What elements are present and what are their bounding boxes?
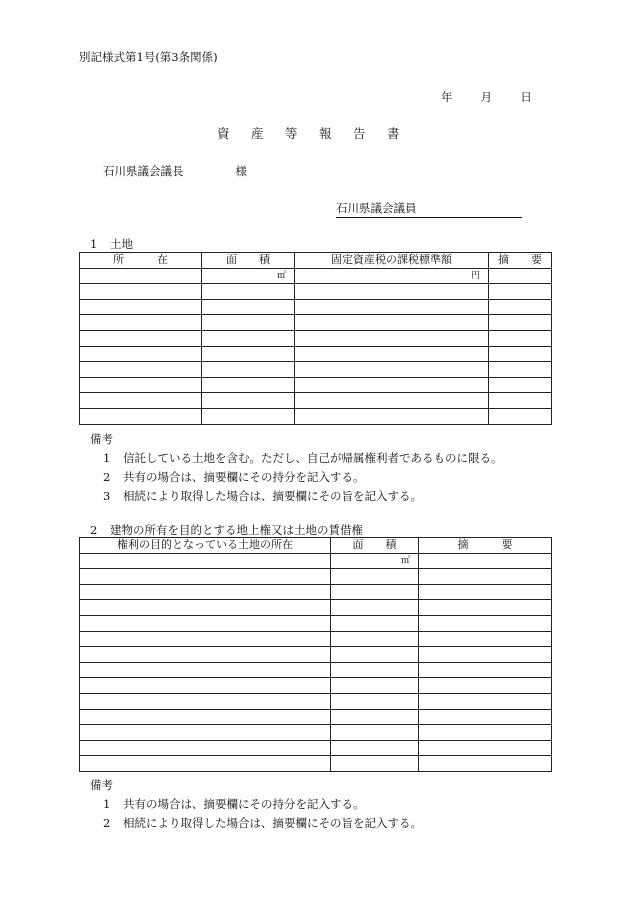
- blank-cell[interactable]: [489, 362, 552, 378]
- blank-cell[interactable]: [489, 346, 552, 362]
- blank-cell[interactable]: [202, 315, 295, 331]
- blank-cell[interactable]: [202, 330, 295, 346]
- table-row: [80, 408, 552, 424]
- table-row: [80, 647, 552, 663]
- section2-notes-heading: 備考: [90, 778, 113, 792]
- blank-cell[interactable]: [80, 408, 202, 424]
- blank-cell[interactable]: [419, 725, 552, 741]
- form-reference: 別記様式第1号(第3条関係): [79, 50, 218, 64]
- section1-notes-heading: 備考: [90, 432, 113, 446]
- blank-cell[interactable]: [80, 569, 331, 585]
- table-header-row: [80, 538, 552, 554]
- table-row: [80, 740, 552, 756]
- document-title: [217, 124, 421, 142]
- blank-cell[interactable]: [80, 377, 202, 393]
- table-row: [80, 756, 552, 772]
- blank-cell[interactable]: [295, 284, 489, 300]
- blank-cell[interactable]: [202, 284, 295, 300]
- blank-cell[interactable]: [419, 584, 552, 600]
- blank-cell[interactable]: [419, 631, 552, 647]
- table-row: [80, 600, 552, 616]
- blank-cell[interactable]: [419, 569, 552, 585]
- blank-cell[interactable]: [489, 330, 552, 346]
- blank-cell[interactable]: [295, 362, 489, 378]
- title-char: 産: [251, 126, 264, 141]
- section1-title-text: 土地: [110, 237, 133, 251]
- blank-cell[interactable]: [489, 393, 552, 409]
- table-row: [80, 284, 552, 300]
- blank-cell[interactable]: [80, 615, 331, 631]
- area-unit[interactable]: ㎡: [202, 268, 295, 284]
- blank-cell[interactable]: [331, 725, 419, 741]
- reporter-signature-line[interactable]: [336, 200, 522, 218]
- title-char: 告: [353, 126, 366, 141]
- section2-note: 1 共有の場合は、摘要欄にその持分を記入する。: [103, 797, 365, 811]
- blank-cell[interactable]: [80, 330, 202, 346]
- blank-cell[interactable]: [80, 662, 331, 678]
- section1-note: 3 相続により取得した場合は、摘要欄にその旨を記入する。: [103, 489, 422, 503]
- section1-note: 2 共有の場合は、摘要欄にその持分を記入する。: [103, 470, 365, 484]
- blank-cell[interactable]: [80, 393, 202, 409]
- amount-unit[interactable]: 円: [295, 268, 489, 284]
- table-row: [80, 346, 552, 362]
- blank-cell[interactable]: [419, 662, 552, 678]
- blank-cell[interactable]: [331, 600, 419, 616]
- blank-cell[interactable]: [80, 725, 331, 741]
- blank-cell[interactable]: [331, 615, 419, 631]
- blank-cell[interactable]: [295, 408, 489, 424]
- table-row: [80, 662, 552, 678]
- date-day: 日: [520, 90, 532, 104]
- blank-cell[interactable]: [419, 647, 552, 663]
- title-char: 等: [285, 126, 298, 141]
- section2-note: 2 相続により取得した場合は、摘要欄にその旨を記入する。: [103, 816, 422, 830]
- table-row: [80, 584, 552, 600]
- blank-cell[interactable]: [202, 362, 295, 378]
- blank-cell[interactable]: [419, 615, 552, 631]
- blank-cell[interactable]: [419, 600, 552, 616]
- blank-cell[interactable]: [80, 584, 331, 600]
- header-remarks: 摘 要: [419, 538, 552, 554]
- blank-cell[interactable]: [419, 740, 552, 756]
- addressee-honorific: 様: [235, 164, 247, 178]
- table-row: [80, 362, 552, 378]
- section1-note: 1 信託している土地を含む。ただし、自己が帰属権利者であるものに限る。: [103, 451, 503, 465]
- table-row: [80, 299, 552, 315]
- title-char: 資: [217, 126, 230, 141]
- blank-cell[interactable]: [80, 600, 331, 616]
- blank-cell[interactable]: [202, 393, 295, 409]
- blank-cell[interactable]: [419, 756, 552, 772]
- blank-cell[interactable]: [80, 756, 331, 772]
- table-row: [80, 330, 552, 346]
- land-location-cell[interactable]: [80, 553, 331, 569]
- blank-cell[interactable]: [419, 693, 552, 709]
- date-year: 年: [441, 90, 453, 104]
- table-row: [80, 315, 552, 331]
- table-header-row: [80, 253, 552, 269]
- blank-cell[interactable]: [331, 631, 419, 647]
- remarks-cell[interactable]: [419, 553, 552, 569]
- blank-cell[interactable]: [331, 740, 419, 756]
- table-row: [80, 725, 552, 741]
- leasehold-table: [79, 537, 552, 772]
- blank-cell[interactable]: [489, 377, 552, 393]
- blank-cell[interactable]: [202, 346, 295, 362]
- blank-cell[interactable]: [331, 693, 419, 709]
- blank-cell[interactable]: [295, 330, 489, 346]
- blank-cell[interactable]: [80, 362, 202, 378]
- blank-cell[interactable]: [80, 631, 331, 647]
- blank-cell[interactable]: [295, 393, 489, 409]
- addressee-name: 石川県議会議長: [103, 164, 184, 178]
- blank-cell[interactable]: [80, 709, 331, 725]
- blank-cell[interactable]: [489, 315, 552, 331]
- blank-cell[interactable]: [80, 740, 331, 756]
- header-location: 所 在: [80, 253, 202, 269]
- blank-cell[interactable]: [80, 647, 331, 663]
- blank-cell[interactable]: [489, 284, 552, 300]
- section1-title: [90, 236, 133, 252]
- area-unit[interactable]: ㎡: [331, 553, 419, 569]
- blank-cell[interactable]: [331, 584, 419, 600]
- blank-cell[interactable]: [331, 756, 419, 772]
- blank-cell[interactable]: [489, 408, 552, 424]
- blank-cell[interactable]: [331, 569, 419, 585]
- addressee: [103, 163, 247, 179]
- table-row: [80, 709, 552, 725]
- date-line: [441, 89, 532, 105]
- section1-number: 1: [90, 237, 98, 251]
- blank-cell[interactable]: [202, 299, 295, 315]
- blank-cell[interactable]: [331, 647, 419, 663]
- header-land-location: 権利の目的となっている土地の所在: [80, 538, 331, 554]
- blank-cell[interactable]: [80, 678, 331, 694]
- table-row: [80, 268, 552, 284]
- blank-cell[interactable]: [331, 678, 419, 694]
- blank-cell[interactable]: [80, 693, 331, 709]
- table-row: [80, 553, 552, 569]
- blank-cell[interactable]: [331, 709, 419, 725]
- location-cell[interactable]: [80, 268, 202, 284]
- title-char: 書: [387, 126, 400, 141]
- blank-cell[interactable]: [331, 662, 419, 678]
- land-table: [79, 252, 552, 425]
- blank-cell[interactable]: [80, 315, 202, 331]
- section2-title-text: 建物の所有を目的とする地上権又は土地の賃借権: [110, 523, 363, 537]
- blank-cell[interactable]: [419, 678, 552, 694]
- remarks-cell[interactable]: [489, 268, 552, 284]
- title-char: 報: [319, 126, 332, 141]
- reporter-label: 石川県議会議員: [336, 201, 417, 215]
- date-month: 月: [480, 90, 493, 104]
- header-area: 面 積: [202, 253, 295, 269]
- section2-number: 2: [90, 523, 98, 537]
- blank-cell[interactable]: [80, 299, 202, 315]
- header-tax-base: 固定資産税の課税標準額: [295, 253, 489, 269]
- blank-cell[interactable]: [419, 709, 552, 725]
- blank-cell[interactable]: [80, 284, 202, 300]
- blank-cell[interactable]: [295, 315, 489, 331]
- table-row: [80, 678, 552, 694]
- table-row: [80, 615, 552, 631]
- blank-cell[interactable]: [295, 346, 489, 362]
- table-row: [80, 631, 552, 647]
- table-row: [80, 377, 552, 393]
- table-row: [80, 393, 552, 409]
- table-row: [80, 569, 552, 585]
- blank-cell[interactable]: [202, 377, 295, 393]
- header-remarks: 摘 要: [489, 253, 552, 269]
- blank-cell[interactable]: [295, 299, 489, 315]
- blank-cell[interactable]: [295, 377, 489, 393]
- blank-cell[interactable]: [202, 408, 295, 424]
- header-area: 面 積: [331, 538, 419, 554]
- table-row: [80, 693, 552, 709]
- section2-title: [90, 522, 363, 538]
- blank-cell[interactable]: [489, 299, 552, 315]
- blank-cell[interactable]: [80, 346, 202, 362]
